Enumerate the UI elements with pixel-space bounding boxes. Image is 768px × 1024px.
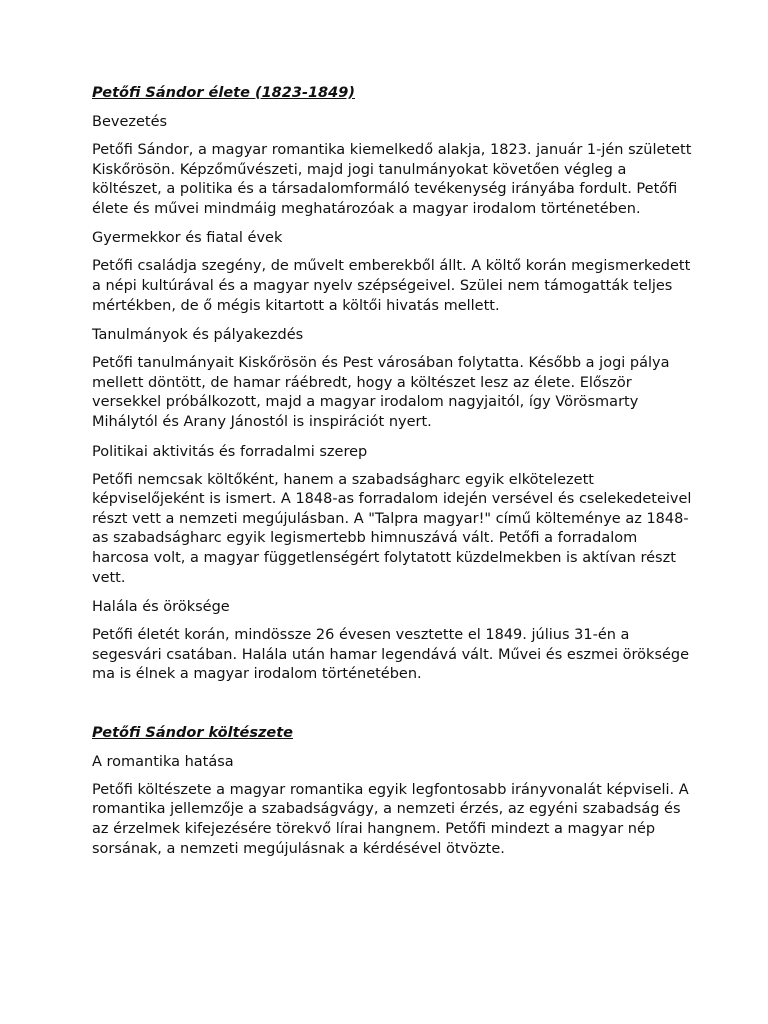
section-heading-studies: Tanulmányok és pályakezdés	[92, 327, 304, 344]
section-heading-romanticism: A romantika hatása	[92, 753, 234, 770]
section-heading-childhood: Gyermekkor és fiatal évek	[92, 230, 283, 247]
document-page	[92, 83, 692, 868]
section-text-introduction: Petőfi Sándor, a magyar romantika kiemelkedő alakja, 1823. január 1-jén született Kiskőrösön. Képzőművészeti, majd jogi tanulmányokat követően végleg a költészet, a politika és a társadalomformáló tevékenység irányába fordult. Petőfi élete és művei mindmáig meghatározóak a magyar irodalom történetében.	[92, 142, 692, 217]
section-heading-death: Halála és öröksége	[92, 599, 230, 616]
section-text-studies: Petőfi tanulmányait Kiskőrösön és Pest városában folytatta. Később a jogi pálya mellett döntött, de hamar ráébredt, hogy a költészet lesz az élete. Először versekkel próbálkozott, majd a magyar irodalom nagyjaitól, így Vörösmarty Mihálytól és Arany Jánostól is inspirációt nyert.	[92, 355, 670, 430]
document-title: Petőfi Sándor élete (1823-1849)	[92, 85, 355, 101]
section-heading-politics: Politikai aktivitás és forradalmi szerep	[92, 443, 368, 460]
section-text-politics: Petőfi nemcsak költőként, hanem a szabadságharc egyik elkötelezett képviselőjeként is ismert. A 1848-as forradalom idején versével és cselekedeteivel részt vett a nemzeti megújulásban. A "Talpra magyar!" című költeménye az 1848-as szabadságharc egyik legismertebb himnuszává vált. Petőfi a forradalom harcosa volt, a magyar függetlenségért folytatott küzdelmekben is aktívan részt vett.	[92, 471, 692, 586]
document-title-poetry: Petőfi Sándor költészete	[92, 724, 294, 741]
section-heading-introduction: Bevezetés	[92, 114, 168, 130]
section-text-childhood: Petőfi családja szegény, de művelt emberekből állt. A költő korán megismerkedett a népi kultúrával és a magyar nyelv szépségeivel. Szülei nem támogatták teljes mértékben, de ő mégis kitartott a költői hivatás mellett.	[92, 258, 691, 314]
section-text-death: Petőfi életét korán, mindössze 26 évesen vesztette el 1849. július 31-én a segesvári csatában. Halála után hamar legendává vált. Művei és eszmei öröksége ma is élnek a magyar irodalom történetében.	[92, 627, 690, 683]
section-text-romanticism: Petőfi költészete a magyar romantika egyik legfontosabb irányvonalát képviseli. A romantika jellemzője a szabadságvágy, a nemzeti érzés, az egyéni szabadság és az érzelmek kifejezésére törekvő lírai hangnem. Petőfi mindezt a magyar nép sorsának, a nemzeti megújulásnak a kérdésével ötvözte.	[92, 781, 689, 857]
